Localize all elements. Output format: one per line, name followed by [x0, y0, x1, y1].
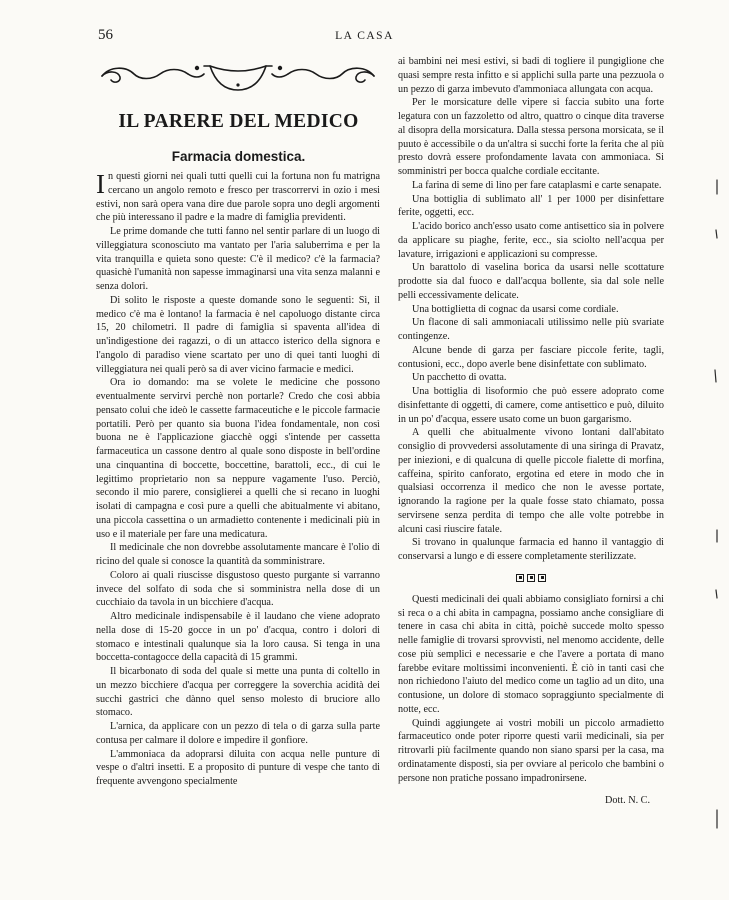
section-break-ornament: [398, 573, 664, 583]
paragraph: La farina di seme di lino per fare cataplasmi e carte senapate.: [412, 179, 662, 191]
left-column: [96, 170, 380, 789]
paragraph: Una bottiglia di sublimato all' 1 per 1000 per disinfettare ferite, oggetti, ecc.: [398, 193, 664, 219]
paragraph: Alcune bende di garza per fasciare piccole ferite, tagli, contusioni, ecc., dopo averle bene disinfettate con sublimato.: [398, 344, 664, 370]
paragraph: Per le morsicature delle vipere si faccia subito una forte legatura con un fazzoletto od altro, quattro o cinque dita traverse al disopra della morsicatura. Dalla stessa persona morsicata, se il puuto è accessibile o da un'altra si succhi forte la ferita che al più presto dovrà essere profondamente lavata con ammoniaca. Si somministri per bocca qualche cordiale eccitante.: [398, 97, 664, 177]
paragraph: Le prime domande che tutti fanno nel sentir parlare di un luogo di villeggiatura sconosciuto ma vantato per l'aria saluberrima e per la vita tranquilla e quieta sono queste: C'è il medico? c'è la farmacia? quasichè l'umanità non sapesse immaginarsi una vita senza malanni e senza dolori.: [96, 226, 380, 292]
page-edge-marks: [711, 120, 721, 860]
square-ornament-icon: [516, 574, 524, 582]
paragraph: L'acido borico anch'esso usato come antisettico sia in polvere da applicare su piaghe, ferite, ecc., sia sciolto nell'acqua per lavature, irrigazioni e applicazioni su compresse.: [398, 221, 664, 260]
paragraph: Un pacchetto di ovatta.: [412, 372, 507, 384]
paragraph: Di solito le risposte a queste domande sono le seguenti: Sì, il medico c'è ma è lontano! la farmacia è nel capoluogo distante circa 15, 20 chilometri. Il padre di famiglia si spaventa all'idea di un'indigestione dei ragazzi, o di un attacco isterico della signora e l'angolo di paradiso viene scartato per uno di quei tanti luoghi di villeggiatura nei quali però sa di aver vicino farmacie e medici.: [96, 294, 380, 375]
paragraph: Il medicinale che non dovrebbe assolutamente mancare è l'olio di ricino del quale si conosce la quantità da somministrare.: [96, 542, 380, 567]
right-column: [398, 55, 664, 808]
paragraph: Un flacone di sali ammoniacali utilissimo nelle più svariate contingenze.: [398, 317, 664, 342]
paragraph: Questi medicinali dei quali abbiamo consigliato fornirsi a chi si reca o a chi abita in campagna, possiamo anche consigliare di tenere in casa chi abita in città, poichè succede molto spesso nelle famiglie di trovarsi sprovvisti, nel menomo accidente, delle cose più semplici e necessarie e che l'avere a portata di mano farebbe evitare moltissimi inconvenienti. È ciò in tanti casi che non richiedono l'aiuto del medico come un taglio ad un dito, una contusione, un dolore di stomaco sopraggiunto specialmente di notte, ecc.: [398, 593, 664, 715]
paragraph: Si trovano in qualunque farmacia ed hanno il vantaggio di conservarsi a lungo e di essere completamente sterilizzate.: [398, 537, 664, 562]
paragraph: L'ammoniaca da adoprarsi diluita con acqua nelle punture di vespe o d'altri insetti. E a proposito di punture di vespe che tanto di frequente avvengono specialmente: [96, 748, 380, 787]
paragraph: Coloro ai quali riuscisse disgustoso questo purgante si varranno invece del solfato di soda che si somministra nella dose di un cucchiaio da tavola in un bicchiere d'acqua.: [96, 569, 380, 609]
drop-cap: I: [96, 169, 105, 199]
paragraph-continuation: ai bambini nei mesi estivi, si badi di togliere il pungiglione che quasi sempre resta infitto e si applichi sulla parte una pezzuola o un pezzo di garza imbevuto d'ammoniaca allungata con acqua.: [398, 56, 664, 95]
paragraph: [96, 170, 380, 225]
paragraph: A quelli che abitualmente vivono lontani dall'abitato consiglio di provvedersi assolutamente di una siringa di Pravatz, per iniezioni, e di qualcuna di quelle piccole fialette di morfina, caffeina, spirito canforato, ergotina ed etere in modo che in qualsiasi occorrenza il medico che non le avesse portate, ignorando la ragione per la quale fosse stato chiamato, possa servirsene senza perdita di tempo che alle volte potrebbe in alcuni casi riuscire fatale.: [398, 427, 664, 535]
author-signature: Dott. N. C.: [605, 795, 650, 807]
running-head: LA CASA: [335, 30, 394, 42]
page-number: 56: [98, 27, 113, 43]
paragraph: Ora io domando: ma se volete le medicine che possono eventualmente servirvi perchè non portarle? Credo che così abbia pensato colui che ideò le cassette farmaceutiche e le piccole farmacie portatili. Però per quanto sia buona l'idea fondamentale, non così buona ne è l'applicazione giacchè oggi s'intende per cassetta farmaceutica un cassone dentro al quale sono disposte in bell'ordine una cinquantina di boccette, boccettine, barattoli, ecc., di cui le legittimo proprietario non sa neppure vagamente l'uso. Perciò, secondo il mio parere, consiglierei a quelli che si recano in luoghi isolati di campagna e così pure a quelli che abitualmente vi abitano, una piccola cassettina o un armadietto contenente i medicinali più in uso e il materiale per fare una medicatura.: [96, 377, 380, 540]
decorative-ornament: [96, 54, 381, 96]
paragraph-text: n questi giorni nei quali tutti quelli cui la fortuna non fu matrigna cercano un angolo remoto e fresco per trascorrervi in ozio i mesi estivi, non sarà opera vana dire due parole sopra uno degli argomenti che più interessano il padre e la madre di famiglia previdenti.: [96, 171, 380, 224]
paragraph: Il bicarbonato di soda del quale si mette una punta di coltello in un mezzo bicchiere d'acqua per correggere la soverchia acidità dei succhi gastrici che dànno quel senso molesto di bruciore allo stomaco.: [96, 666, 380, 719]
paragraph: Quindi aggiungete ai vostri mobili un piccolo armadietto farmaceutico onde poter riporre questi varii medicinali, sia per ritrovarli più facilmente quando non siano sparsi per la casa, ma ordinatamente disposti, sia per ovviare al pericolo che bambini o persone non pratiche possano impadronirsene.: [398, 717, 664, 784]
square-ornament-icon: [538, 574, 546, 582]
paragraph: Altro medicinale indispensabile è il laudano che viene adoprato nella dose di 15-20 gocce in un po' d'acqua, contro i dolori di stomaco e intestinali qualunque sia la loro causa. Si tenga in una boccetta-contagocce della capacità di 15 grammi.: [96, 611, 380, 664]
paragraph: Una bottiglia di lisoformio che può essere adoprato come disinfettante di oggetti, di camere, come antisettico e può, diluito in un po' d'acqua, essere usato come un buon gargarismo.: [398, 386, 664, 425]
square-ornament-icon: [527, 574, 535, 582]
article-subtitle: Farmacia domestica.: [171, 149, 306, 164]
article-title: IL PARERE DEL MEDICO: [118, 111, 359, 132]
paragraph: Una bottiglietta di cognac da usarsi come cordiale.: [412, 303, 619, 315]
paragraph: Un barattolo di vaselina borica da usarsi nelle scottature prodotte sia dal fuoco e dall'acqua bollente, sia dal sole nelle pelli eccessivamente delicate.: [398, 262, 664, 301]
paragraph: L'arnica, da applicare con un pezzo di tela o di garza sulla parte contusa per calmare il dolore e impedire il gonfiore.: [96, 721, 380, 746]
